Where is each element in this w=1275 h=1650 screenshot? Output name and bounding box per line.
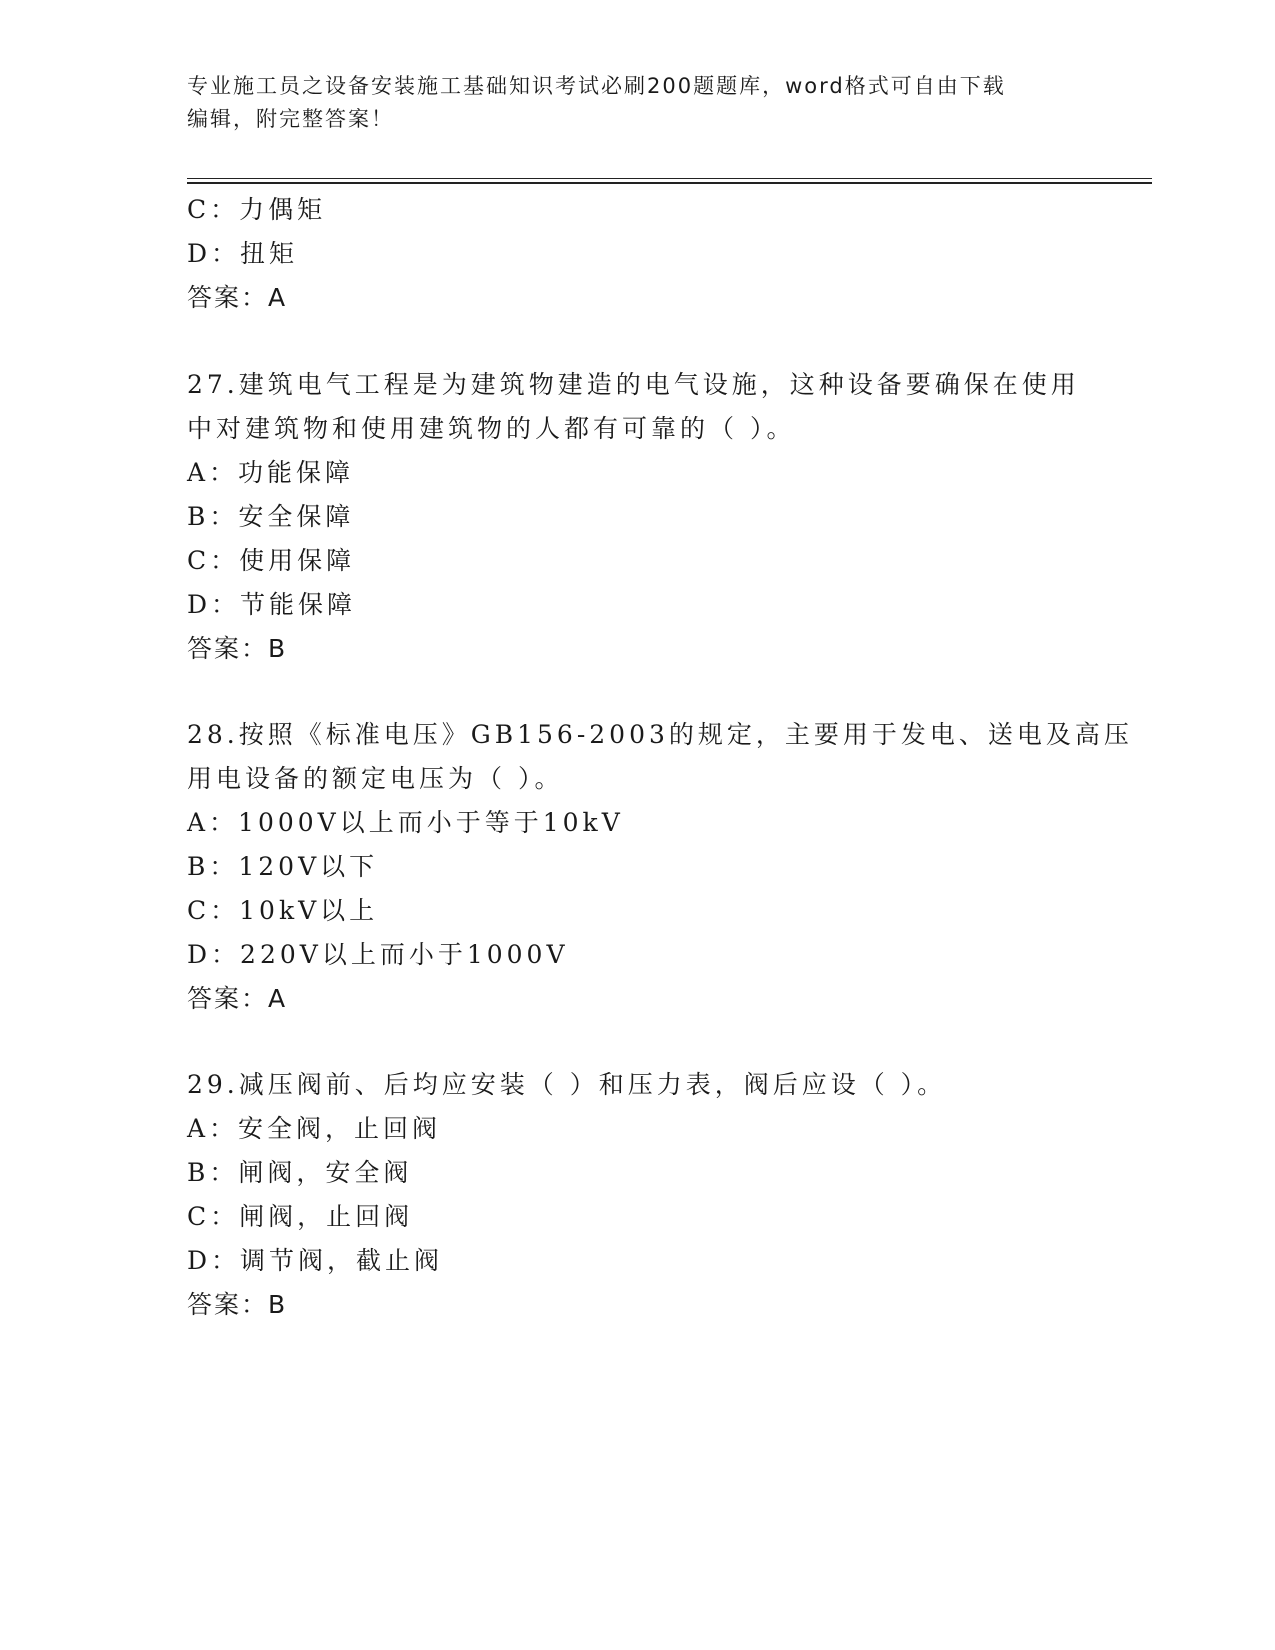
q27-option-c: C：使用保障 (187, 546, 356, 575)
q29-stem-line-1: 29.减压阀前、后均应安装（ ）和压力表，阀后应设（ ）。 (187, 1070, 947, 1099)
q27-option-d: D：节能保障 (187, 590, 357, 619)
q28-stem-line-2: 用电设备的额定电压为（ ）。 (187, 764, 564, 793)
q26-answer: 答案：A (187, 283, 288, 312)
q28-option-a: A：1000V以上而小于等于10kV (187, 808, 624, 837)
q29-option-c: C：闸阀，止回阀 (187, 1202, 414, 1231)
q27-stem-line-1: 27.建筑电气工程是为建筑物建造的电气设施，这种设备要确保在使用 (187, 370, 1080, 399)
header-divider-thick (187, 182, 1152, 184)
q28-option-d: D：220V以上而小于1000V (187, 940, 569, 969)
q29-option-b: B：闸阀，安全阀 (187, 1158, 413, 1187)
q27-stem-line-2: 中对建筑物和使用建筑物的人都有可靠的（ ）。 (187, 414, 796, 443)
header-title-line-2: 编辑，附完整答案！ (187, 107, 394, 131)
q26-option-c: C：力偶矩 (187, 195, 327, 224)
q29-answer: 答案：B (187, 1290, 288, 1319)
q27-answer: 答案：B (187, 634, 288, 663)
q28-option-b: B：120V以下 (187, 852, 379, 881)
q29-option-d: D：调节阀，截止阀 (187, 1246, 444, 1275)
q27-option-a: A：功能保障 (187, 458, 355, 487)
q28-stem-line-1: 28.按照《标准电压》GB156-2003的规定，主要用于发电、送电及高压 (187, 720, 1133, 749)
document-header (187, 70, 1067, 136)
q29-option-a: A：安全阀，止回阀 (187, 1114, 442, 1143)
q28-answer: 答案：A (187, 984, 288, 1013)
q28-option-c: C：10kV以上 (187, 896, 379, 925)
q26-option-d: D：扭矩 (187, 239, 299, 268)
header-divider-thin (187, 178, 1152, 179)
q27-option-b: B：安全保障 (187, 502, 355, 531)
header-title-line-1: 专业施工员之设备安装施工基础知识考试必刷200题题库，word格式可自由下载 (187, 74, 1006, 98)
